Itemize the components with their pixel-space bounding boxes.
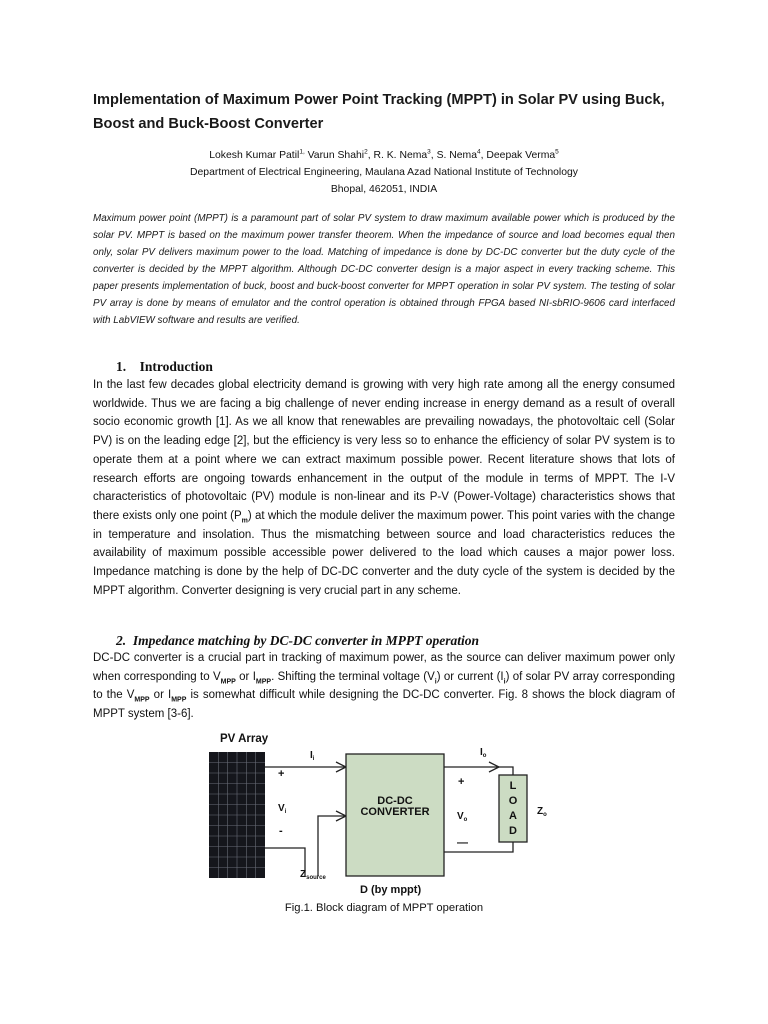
load-letter-l: L xyxy=(509,780,517,792)
output-plus: + xyxy=(458,776,465,788)
converter-label-1: DC-DC xyxy=(377,795,413,807)
author-1: Lokesh Kumar Patil xyxy=(209,150,300,161)
author-2: Varun Shahi xyxy=(304,150,365,161)
duty-cycle-label: D (by mppt) xyxy=(360,884,422,896)
paper-title: Implementation of Maximum Power Point Tracking (MPPT) in Solar PV using Buck, Boost and Buck-Boost Converter xyxy=(93,92,665,132)
figure-caption: Fig.1. Block diagram of MPPT operation xyxy=(284,902,484,914)
sec2-s2: MPP xyxy=(255,678,272,685)
converter-label-2: CONVERTER xyxy=(360,806,430,818)
mppt-block-diagram xyxy=(200,726,560,901)
section-1-heading xyxy=(116,358,213,376)
pv-array-label: PV Array xyxy=(220,733,269,745)
source-impedance-label: $Z_{source}$ xyxy=(300,869,326,881)
output-minus: — xyxy=(457,837,468,849)
author-list xyxy=(0,147,768,164)
abstract: Maximum power point (MPPT) is a paramount part of solar PV system to draw maximum available power which is produced by the solar PV. MPPT is based on the maximum power transfer theorem. When the impedance of source and load becomes equal then only, solar PV delivers maximum power to the load. Matching of impedance is done by DC-DC converter but the duty cycle of the converter is decided by the MPPT algorithm. Although DC-DC converter design is a major aspect in every tracking scheme. This paper presents implementation of buck, boost and buck-boost converter for MPPT operation in solar PV system. The testing of solar PV array is done by means of emulator and the control operation is obtained through FPGA based NI-sbRIO-9606 card interfaced with LabVIEW software and results are verified. xyxy=(93,213,675,326)
output-top-wire xyxy=(444,767,513,775)
author-5: , Deepak Verma xyxy=(480,150,556,161)
input-minus: - xyxy=(279,825,283,837)
affiliation: Department of Electrical Engineering, Maulana Azad National Institute of Technology xyxy=(190,167,578,178)
output-bottom-wire xyxy=(444,842,513,852)
section-2-title: Impedance matching by DC-DC converter in MPPT operation xyxy=(132,633,479,648)
load-letter-o: O xyxy=(508,795,518,807)
load-letter-d: D xyxy=(509,825,517,837)
author-2-mark: 2 xyxy=(364,148,368,156)
author-3: , R. K. Nema xyxy=(367,150,428,161)
pv-panel xyxy=(209,752,265,878)
section-2-number: 2. xyxy=(116,633,127,648)
input-bottom-wire xyxy=(265,848,305,876)
sec2-s6: MPP xyxy=(171,696,187,704)
sec2-s3: i xyxy=(434,678,437,685)
intro-text-b: ) at which the module deliver the maximum power. This point varies with the change in temperature and insolation. Thus the mismatching between source and load characteristics reduces the availability of maximum possible accessible power delivered to the load which causes a major power loss. Impedance matching is done by the help of DC-DC converter and the duty cycle of the system is decided by the MPPT algorithm. Converter designing is very crucial part in any scheme. xyxy=(93,509,675,597)
input-voltage-label: $V_i$ xyxy=(278,803,287,815)
sec2-s5: MPP xyxy=(134,696,150,704)
sec2-t1: DC-DC converter is a crucial part in tracking of maximum power, as the source can deliver maximum power only when corresponding to V xyxy=(93,652,675,683)
zsource-wire xyxy=(318,816,346,876)
sec2-t7: is somewhat difficult while designing the DC-DC converter. Fig. 8 shows the block diagram of MPPT system [3-6]. xyxy=(93,689,676,721)
intro-text-a: In the last few decades global electricity demand is growing with very high rate among all the energy consumed worldwide. Thus we are facing a big challenge of never ending increase in energy demand as a result of overall socio economic growth [1]. As we all know that renewables are prevailing nowadays, the photovoltaic cell (Solar PV) is on the leading edge [2], but the efficiency is very less so to enhance the efficiency of solar PV system is to operate them at a point where we can extract maximum possible power. Recent literature shows that lots of research efforts are ongoing towards enhancement in the output of the module in terms of MPPT. The I-V characteristics of photovoltaic (PV) module is non-linear and its P-V (Power-Voltage) characteristics shows that there exists only one point (P xyxy=(93,379,675,522)
sec2-t6: or I xyxy=(149,689,172,702)
location: Bhopal, 462051, INDIA xyxy=(330,184,438,195)
output-current-label: $I_o$ xyxy=(480,747,487,759)
load-letter-a: A xyxy=(509,810,517,822)
input-current-label: $I_i$ xyxy=(310,750,315,762)
sec2-t4: ) or current (I xyxy=(436,670,504,683)
section-2-paragraph xyxy=(93,649,675,724)
author-5-mark: 5 xyxy=(555,148,559,156)
section-1-title: Introduction xyxy=(139,359,213,374)
section-2-heading xyxy=(116,632,479,650)
load-impedance-label: $Z_o$ xyxy=(537,806,547,818)
sec2-s1: MPP xyxy=(220,678,236,685)
sec2-t3: . Shifting the terminal voltage (V xyxy=(271,670,435,683)
sec2-t5: ) of solar PV array corresponding to the V xyxy=(93,670,676,702)
author-4-mark: 4 xyxy=(477,148,481,156)
author-4: , S. Nema xyxy=(430,150,477,161)
section-1-paragraph xyxy=(93,376,675,600)
sec2-t2: or I xyxy=(235,670,256,683)
output-voltage-label: $V_o$ xyxy=(457,811,468,823)
section-1-number: 1. xyxy=(116,359,127,374)
author-3-mark: 3 xyxy=(427,148,431,156)
intro-sub-m: m xyxy=(241,517,248,525)
input-plus: + xyxy=(278,768,285,780)
sec2-s4: i xyxy=(503,678,506,685)
author-1-mark: 1, xyxy=(299,148,305,156)
